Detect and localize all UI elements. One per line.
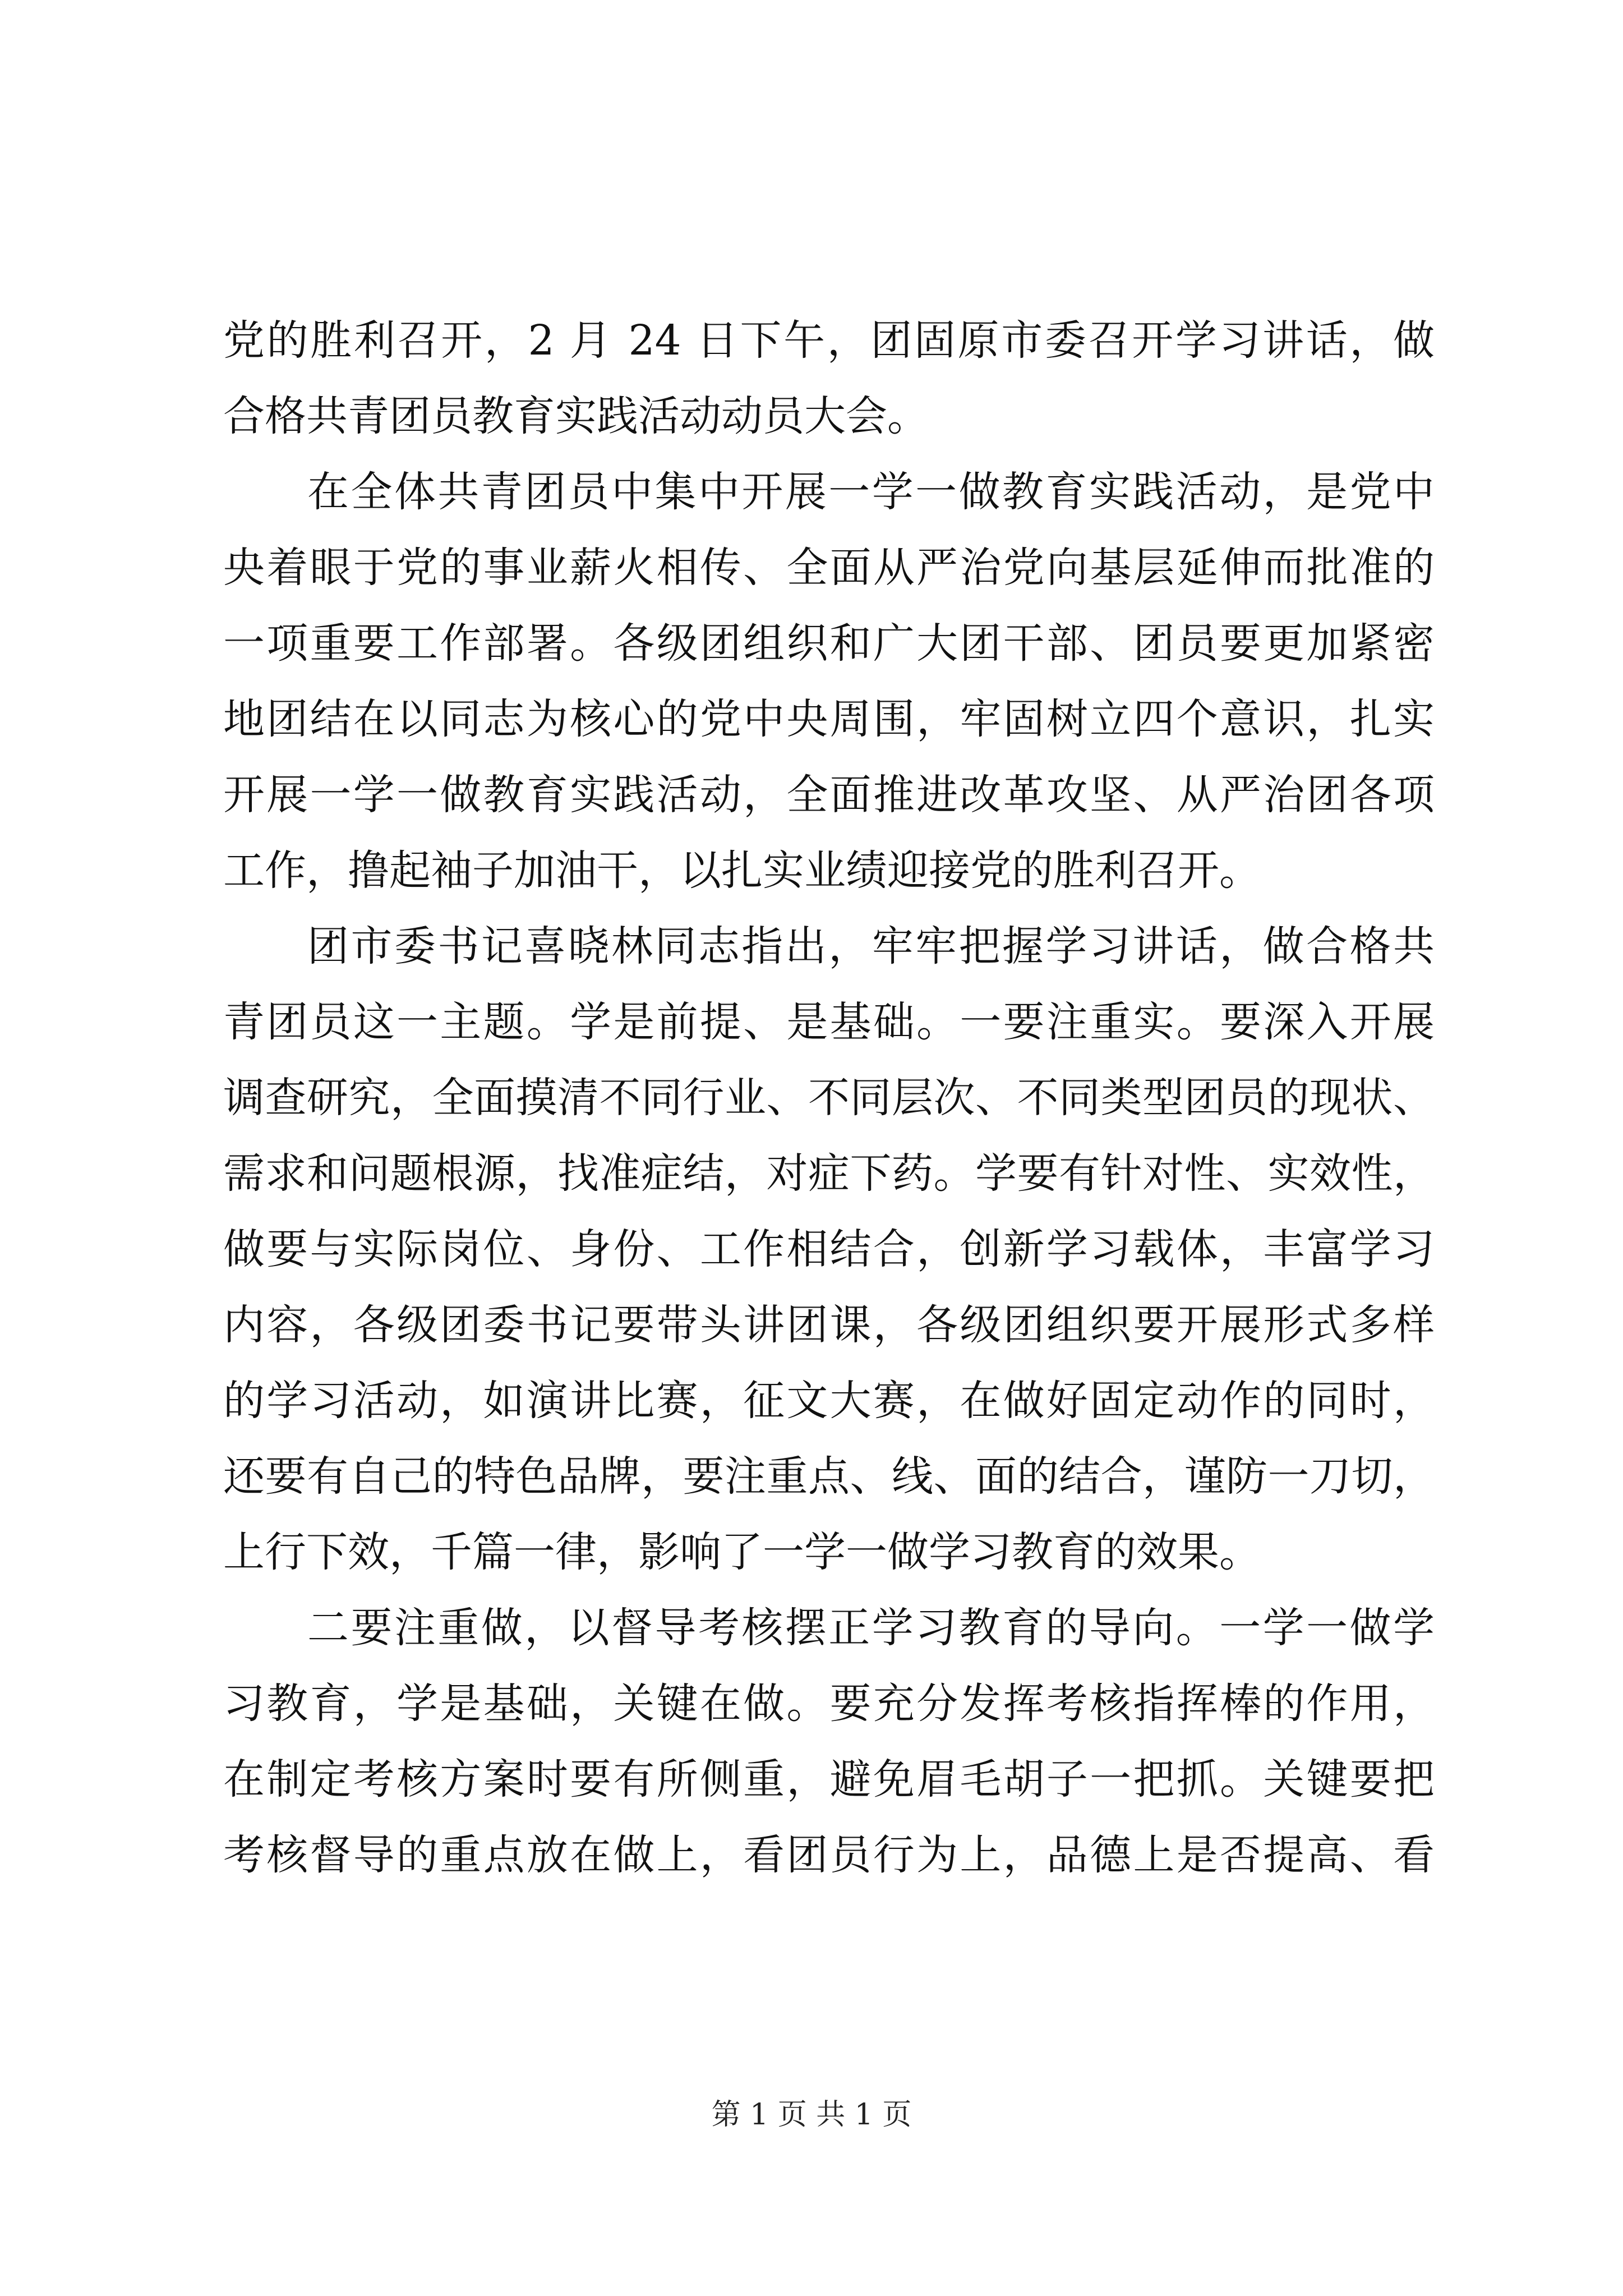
paragraph-2 [223,454,1435,909]
text-line: 地团结在以同志为核心的党中央周围，牢固树立四个意识，扎实 [223,695,1435,743]
page-footer [0,2095,1623,2134]
text-line: 团市委书记喜晓林同志指出，牢牢把握学习讲话，做合格共 [307,922,1435,970]
text-line: 还要有自己的特色品牌，要注重点、线、面的结合，谨防一刀切， [223,1452,1435,1501]
text-line: 合格共青团员教育实践活动动员大会。 [223,392,929,440]
page-number: 第 1 页 共 1 页 [711,2098,912,2132]
paragraph-4 [223,1590,1435,1893]
text-line: 内容，各级团委书记要带头讲团课，各级团组织要开展形式多样 [223,1301,1435,1349]
text-line: 开展一学一做教育实践活动，全面推进改革攻坚、从严治团各项 [223,771,1435,819]
paragraph-1 [223,303,1435,454]
text-line: 在制定考核方案时要有所侧重，避免眉毛胡子一把抓。关键要把 [223,1755,1435,1803]
text-line: 党的胜利召开，2 月 24 日下午，团固原市委召开学习讲话，做 [223,316,1435,365]
document-body [223,303,1435,1893]
text-line: 调查研究，全面摸清不同行业、不同层次、不同类型团员的现状、 [223,1074,1435,1122]
paragraph-3 [223,909,1435,1590]
text-line: 习教育，学是基础，关键在做。要充分发挥考核指挥棒的作用， [223,1680,1435,1728]
text-line: 二要注重做，以督导考核摆正学习教育的导向。一学一做学 [307,1604,1435,1652]
text-line: 工作，撸起袖子加油干，以扎实业绩迎接党的胜利召开。 [223,846,1261,895]
text-line: 在全体共青团员中集中开展一学一做教育实践活动，是党中 [307,468,1435,516]
text-line: 一项重要工作部署。各级团组织和广大团干部、团员要更加紧密 [223,619,1435,668]
text-line: 需求和问题根源，找准症结，对症下药。学要有针对性、实效性， [223,1149,1435,1198]
text-line: 的学习活动，如演讲比赛，征文大赛，在做好固定动作的同时， [223,1377,1435,1425]
text-line: 上行下效，千篇一律，影响了一学一做学习教育的效果。 [223,1528,1261,1576]
text-line: 考核督导的重点放在做上，看团员行为上，品德上是否提高、看 [223,1831,1435,1879]
text-line: 青团员这一主题。学是前提、是基础。一要注重实。要深入开展 [223,998,1435,1046]
text-line: 做要与实际岗位、身份、工作相结合，创新学习载体，丰富学习 [223,1225,1435,1273]
text-line: 央着眼于党的事业薪火相传、全面从严治党向基层延伸而批准的 [223,544,1435,592]
